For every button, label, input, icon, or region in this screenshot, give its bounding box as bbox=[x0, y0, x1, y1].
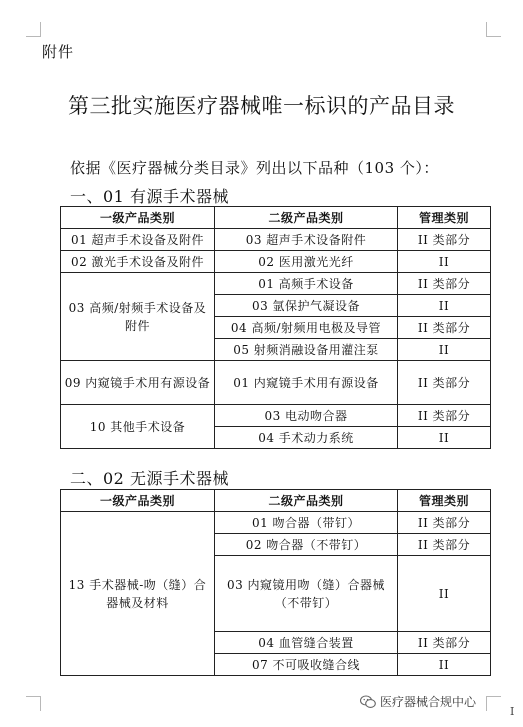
level1-cell: 09 内窥镜手术用有源设备 bbox=[61, 361, 215, 405]
level2-cell: 05 射频消融设备用灌注泵 bbox=[215, 339, 398, 361]
class-cell: II 类部分 bbox=[398, 512, 491, 534]
class-cell: II bbox=[398, 339, 491, 361]
table-row bbox=[61, 229, 491, 251]
level2-cell: 04 手术动力系统 bbox=[215, 427, 398, 449]
table-row bbox=[61, 251, 491, 273]
header-management: 管理类别 bbox=[398, 490, 491, 512]
class-cell: II 类部分 bbox=[398, 273, 491, 295]
table-row bbox=[61, 512, 491, 534]
section-heading-passive-instruments: 二、02 无源手术器械 bbox=[70, 469, 229, 488]
level2-cell: 01 高频手术设备 bbox=[215, 273, 398, 295]
level1-cell: 10 其他手术设备 bbox=[61, 405, 215, 449]
class-cell: II 类部分 bbox=[398, 405, 491, 427]
page-corner-mark bbox=[26, 696, 41, 711]
product-table-passive bbox=[60, 489, 491, 676]
product-table-active bbox=[60, 206, 491, 449]
level2-cell: 04 高频/射频用电极及导管 bbox=[215, 317, 398, 339]
page-mark: I bbox=[510, 705, 515, 718]
level2-cell: 02 医用激光光纤 bbox=[215, 251, 398, 273]
header-level1: 一级产品类别 bbox=[61, 207, 215, 229]
level2-cell: 03 电动吻合器 bbox=[215, 405, 398, 427]
table-row bbox=[61, 361, 491, 405]
class-cell: II bbox=[398, 427, 491, 449]
header-management: 管理类别 bbox=[398, 207, 491, 229]
class-cell: II bbox=[398, 295, 491, 317]
level2-cell: 02 吻合器（不带钉） bbox=[215, 534, 398, 556]
page-title: 第三批实施医疗器械唯一标识的产品目录 bbox=[68, 94, 455, 118]
level1-cell: 13 手术器械-吻（缝）合器械及材料 bbox=[61, 512, 215, 676]
level1-cell: 03 高频/射频手术设备及附件 bbox=[61, 273, 215, 361]
page-corner-mark bbox=[26, 22, 41, 37]
header-level2: 二级产品类别 bbox=[215, 207, 398, 229]
level1-cell: 01 超声手术设备及附件 bbox=[61, 229, 215, 251]
class-cell: II bbox=[398, 251, 491, 273]
level2-cell: 01 内窥镜手术用有源设备 bbox=[215, 361, 398, 405]
header-level1: 一级产品类别 bbox=[61, 490, 215, 512]
level2-cell: 07 不可吸收缝合线 bbox=[215, 654, 398, 676]
header-level2: 二级产品类别 bbox=[215, 490, 398, 512]
level2-cell: 03 超声手术设备附件 bbox=[215, 229, 398, 251]
class-cell: II 类部分 bbox=[398, 317, 491, 339]
class-cell: II bbox=[398, 556, 491, 632]
class-cell: II bbox=[398, 654, 491, 676]
class-cell: II 类部分 bbox=[398, 229, 491, 251]
class-cell: II 类部分 bbox=[398, 632, 491, 654]
attachment-label: 附件 bbox=[42, 43, 75, 61]
table-row bbox=[61, 273, 491, 295]
class-cell: II 类部分 bbox=[398, 534, 491, 556]
level1-cell: 02 激光手术设备及附件 bbox=[61, 251, 215, 273]
watermark bbox=[360, 693, 476, 710]
wechat-icon bbox=[360, 695, 376, 709]
section-heading-active-instruments: 一、01 有源手术器械 bbox=[70, 187, 229, 206]
intro-text: 依据《医疗器械分类目录》列出以下品种（103 个）： bbox=[70, 159, 439, 177]
watermark-text: 医疗器械合规中心 bbox=[380, 695, 477, 709]
table-row bbox=[61, 405, 491, 427]
page-corner-mark bbox=[486, 22, 501, 37]
level2-cell: 03 内窥镜用吻（缝）合器械（不带钉） bbox=[215, 556, 398, 632]
level2-cell: 03 氩保护气凝设备 bbox=[215, 295, 398, 317]
level2-cell: 01 吻合器（带钉） bbox=[215, 512, 398, 534]
level2-cell: 04 血管缝合装置 bbox=[215, 632, 398, 654]
page-corner-mark bbox=[486, 696, 501, 711]
class-cell: II 类部分 bbox=[398, 361, 491, 405]
